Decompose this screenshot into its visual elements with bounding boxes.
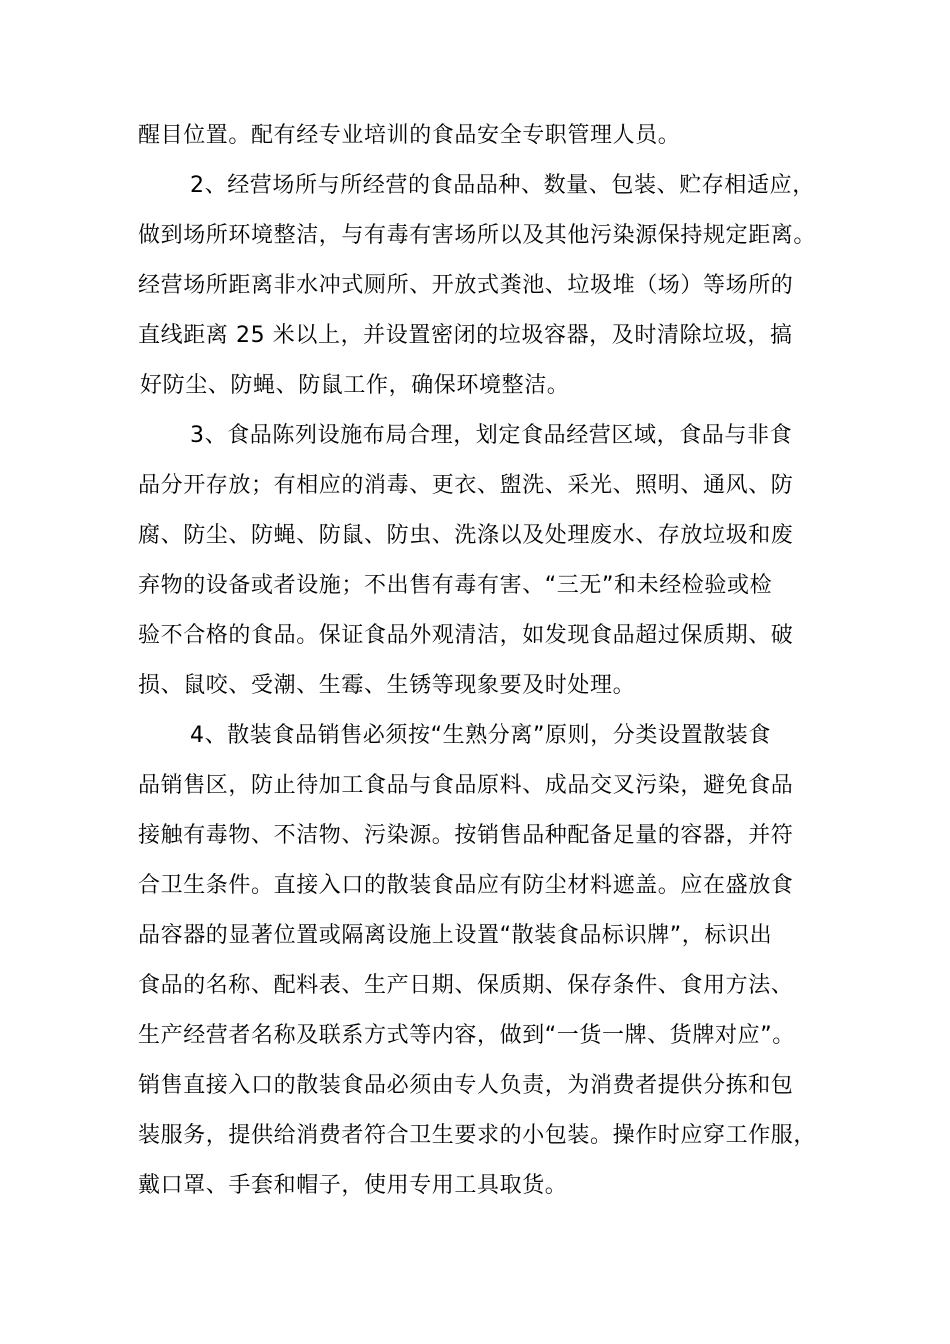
paragraph-4-start: 4、散装食品销售必须按“生熟分离”原则，分类设置散装食 — [190, 723, 771, 748]
text-line: 生产经营者名称及联系方式等内容，做到“一货一牌、货牌对应”。 — [138, 1023, 795, 1048]
text-line: 腐、防尘、防蝇、防鼠、防虫、洗涤以及处理废水、存放垃圾和废 — [138, 523, 794, 548]
text-line: 戴口罩、手套和帽子，使用专用工具取货。 — [138, 1173, 568, 1198]
text-line: 品销售区，防止待加工食品与食品原料、成品交叉污染，避免食品 — [138, 773, 794, 798]
text-line: 食品的名称、配料表、生产日期、保质期、保存条件、食用方法、 — [138, 973, 794, 998]
text-line: 损、鼠咬、受潮、生霉、生锈等现象要及时处理。 — [138, 673, 636, 698]
text-line: 装服务，提供给消费者符合卫生要求的小包装。操作时应穿工作服， — [138, 1123, 817, 1148]
text-line: 直线距离 25 米以上，并设置密闭的垃圾容器，及时清除垃圾，搞 — [138, 323, 793, 348]
text-line: 经营场所距离非水冲式厕所、开放式粪池、垃圾堆（场）等场所的 — [138, 273, 794, 298]
text-line: 品分开存放；有相应的消毒、更衣、盥洗、采光、照明、通风、防 — [138, 473, 794, 498]
text-line: 做到场所环境整洁，与有毒有害场所以及其他污染源保持规定距离。 — [138, 223, 817, 248]
paragraph-3-start: 3、食品陈列设施布局合理，划定食品经营区域，食品与非食 — [190, 423, 793, 448]
text-line: 品容器的显著位置或隔离设施上设置“散装食品标识牌”，标识出 — [138, 923, 773, 948]
text-line: 销售直接入口的散装食品必须由专人负责，为消费者提供分拣和包 — [138, 1073, 794, 1098]
text-line: 好防尘、防蝇、防鼠工作，确保环境整洁。 — [140, 373, 570, 398]
text-line: 验不合格的食品。保证食品外观清洁，如发现食品超过保质期、破 — [138, 623, 794, 648]
paragraph-2-start: 2、经营场所与所经营的食品品种、数量、包装、贮存相适应， — [190, 173, 815, 198]
text-line: 醒目位置。配有经专业培训的食品安全专职管理人员。 — [138, 123, 681, 148]
text-line: 接触有毒物、不洁物、污染源。按销售品种配备足量的容器，并符 — [138, 823, 794, 848]
text-line: 弃物的设备或者设施；不出售有毒有害、“三无”和未经检验或检 — [138, 573, 773, 598]
text-line: 合卫生条件。直接入口的散装食品应有防尘材料遮盖。应在盛放食 — [138, 873, 794, 898]
